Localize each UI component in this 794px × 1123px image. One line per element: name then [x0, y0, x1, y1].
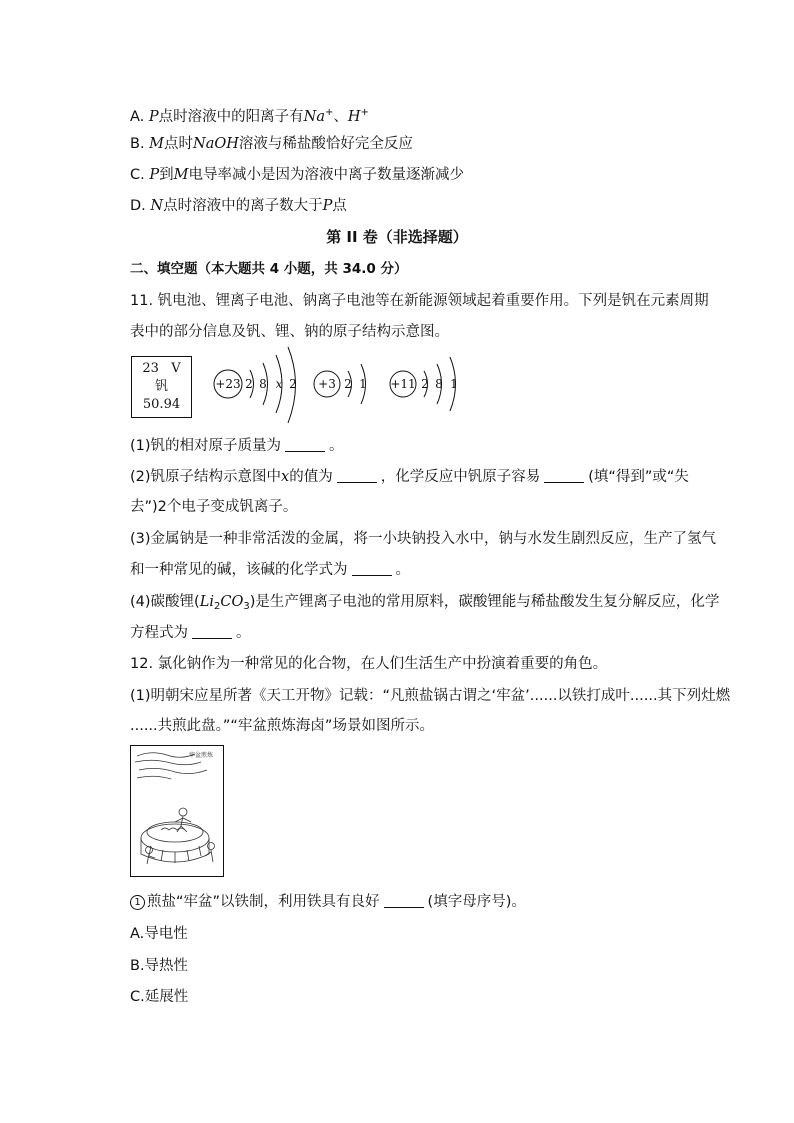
choice-b: B.导热性 — [130, 958, 189, 974]
answer-blank[interactable] — [285, 437, 325, 452]
option-b: B. M点时NaOH溶液与稀盐酸恰好完全反应 — [130, 136, 413, 152]
q11-sub3-line2: 和一种常见的碱，该碱的化学式为 。 — [130, 562, 410, 578]
answer-blank[interactable] — [192, 624, 232, 639]
lithium-nucleus-label: +3 — [318, 377, 336, 391]
option-a: A. P点时溶液中的阳离子有Na+、H+ — [130, 107, 369, 125]
salt-boiling-illustration — [130, 745, 224, 877]
choice-c: C.延展性 — [130, 989, 189, 1005]
option-c: C. P到M电导率减小是因为溶液中离子数量逐渐减少 — [130, 167, 464, 183]
q11-sub2: (2)钒原子结构示意图中x的值为 ，化学反应中钒原子容易 (填“得到”或“失 — [130, 469, 689, 485]
answer-blank[interactable] — [544, 468, 584, 483]
q12-subq1: 1 煎盐“牢盆”以铁制，利用铁具有良好 (填字母序号)。 — [130, 892, 526, 912]
q11-sub4-line2: 方程式为 。 — [130, 625, 251, 641]
q12-sub1-line1: (1)明朝宋应星所著《天工开物》记载：“凡煎盐锅古谓之‘牢盆’......以铁打成叶......其下列灶燃 — [130, 688, 731, 704]
q11-sub1: (1)钒的相对原子质量为 。 — [130, 438, 344, 454]
answer-blank[interactable] — [384, 893, 424, 908]
salt-boiling-drawing — [131, 746, 223, 876]
element-mass: 50.94 — [142, 397, 181, 412]
element-number-symbol: 23 V — [142, 361, 181, 376]
vanadium-e2: 8 — [259, 377, 267, 391]
part2-header: 二、填空题（本大题共 4 小题，共 34.0 分） — [130, 261, 408, 277]
sodium-e2: 8 — [435, 377, 443, 391]
q12-line1: 12. 氯化钠作为一种常见的化合物，在人们生活生产中扮演着重要的角色。 — [130, 656, 608, 672]
vanadium-element-card — [131, 356, 192, 418]
vanadium-e3: x — [275, 377, 283, 391]
q11-sub3-line1: (3)金属钠是一种非常活泼的金属，将一小块钠投入水中，钠与水发生剧烈反应，生产了氢气 — [130, 531, 717, 547]
element-name: 钒 — [154, 379, 168, 394]
sodium-e1: 2 — [421, 377, 429, 391]
lithium-e1: 2 — [344, 377, 352, 391]
choice-a: A.导电性 — [130, 926, 188, 942]
section-title: 第 II 卷（非选择题） — [326, 228, 468, 246]
vanadium-nucleus-label: +23 — [215, 377, 241, 391]
vanadium-e4: 2 — [289, 377, 297, 391]
q11-sub4-line1: (4)碳酸锂$(Li_2CO_3)$是生产锂离子电池的常用原料，碳酸锂能与稀盐酸发生复分解反应，化学 — [130, 594, 720, 612]
q11-line1: 11. 钒电池、锂离子电池、钠离子电池等在新能源领域起着重要作用。下列是钒在元素周期 — [130, 293, 709, 309]
q12-sub1-line2: ......共煎此盘。”“牢盆煎炼海卤”场景如图所示。 — [130, 718, 434, 734]
atom-structure-diagrams — [200, 345, 470, 430]
answer-blank[interactable] — [337, 468, 377, 483]
option-d: D. N点时溶液中的离子数大于P点 — [130, 198, 347, 214]
sodium-e3: 1 — [450, 377, 458, 391]
lithium-e2: 1 — [359, 377, 367, 391]
answer-blank[interactable] — [352, 561, 392, 576]
vanadium-e1: 2 — [245, 377, 253, 391]
illustration-caption: 牢盆煎炼 — [189, 752, 214, 759]
q11-line2: 表中的部分信息及钒、锂、钠的原子结构示意图。 — [130, 324, 449, 340]
q11-sub2-line2: 去”)2个电子变成钒离子。 — [130, 499, 298, 515]
sodium-nucleus-label: +11 — [390, 377, 416, 391]
